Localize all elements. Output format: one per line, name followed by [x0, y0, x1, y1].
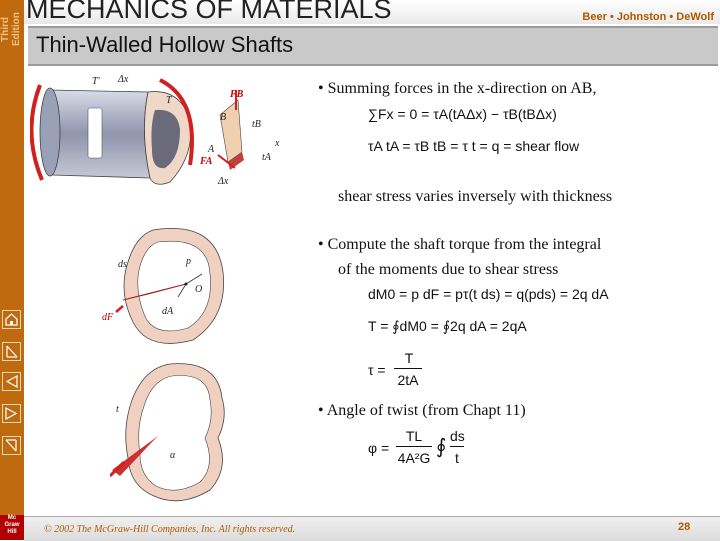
- copyright-notice: © 2002 The McGraw-Hill Companies, Inc. All rights reserved.: [44, 524, 296, 535]
- slide-title: Thin-Walled Hollow Shafts: [36, 32, 294, 57]
- bullet-angle-of-twist: • Angle of twist (from Chapt 11): [318, 402, 526, 419]
- course-title: MECHANICS OF MATERIALS: [26, 0, 392, 24]
- page-number: 28: [678, 521, 691, 533]
- home-button[interactable]: [2, 310, 21, 329]
- eq6-numerator: TL: [405, 428, 423, 444]
- eq6-lhs: φ =: [368, 440, 390, 456]
- fig1-label-tB: tB: [252, 119, 261, 130]
- edition-line1: Third: [0, 17, 11, 42]
- eq5-numerator: T: [404, 350, 414, 366]
- eq5-lhs: τ =: [368, 362, 386, 378]
- fig1-label-x: x: [275, 138, 280, 149]
- fig1-label-B: B: [220, 112, 227, 123]
- fig3-label-alpha: α: [170, 450, 176, 461]
- equation-shear-flow: τA tA = τB tB = τ t = q = shear flow: [368, 138, 580, 154]
- fig1-label-tA: tA: [262, 152, 271, 163]
- bullet-compute-torque-line2: of the moments due to shear stress: [338, 261, 559, 278]
- equation-moment: dM0 = p dF = pτ(t ds) = q(pds) = 2q dA: [368, 286, 609, 302]
- sidebar: [0, 0, 24, 540]
- eq6-denominator: 4A²G: [397, 450, 431, 466]
- fig1-label-T: T: [166, 95, 172, 106]
- fig2-label-ds: ds: [118, 259, 127, 270]
- shear-stress-statement: shear stress varies inversely with thickness: [338, 188, 613, 205]
- eq5-denominator: 2tA: [397, 372, 419, 388]
- edition-label: [0, 2, 23, 46]
- eq6-ds: ds: [450, 428, 465, 444]
- fig2-label-p: p: [186, 256, 191, 267]
- fig2-label-dA: dA: [162, 306, 174, 317]
- fig1-label-dx-top: Δx: [118, 74, 129, 85]
- previous-slide-button[interactable]: [2, 372, 21, 391]
- eq5-fraction-bar: [394, 368, 422, 369]
- fig2-label-dF: dF: [102, 312, 114, 323]
- equation-torque: T = ∮dM0 = ∮2q dA = 2qA: [368, 318, 527, 334]
- fig2-label-O: O: [195, 284, 203, 295]
- last-slide-icon: [3, 437, 20, 454]
- bullet-compute-torque-line1: • Compute the shaft torque from the integral: [318, 236, 602, 253]
- fig1-label-A: A: [208, 144, 215, 155]
- mcgraw-hill-logo: Mc Graw Hill: [0, 515, 24, 540]
- cross-section-thickness-figure: [110, 358, 250, 508]
- previous-slide-icon: [3, 373, 20, 390]
- eq6-inner-bar: [450, 446, 464, 447]
- next-slide-icon: [3, 405, 20, 422]
- next-slide-button[interactable]: [2, 404, 21, 423]
- first-slide-button[interactable]: [2, 342, 21, 361]
- first-slide-icon: [3, 343, 20, 360]
- shaft-element-figure: [30, 70, 300, 195]
- fig1-label-dx-bottom: Δx: [218, 176, 229, 187]
- fig1-label-FB: FB: [230, 89, 244, 100]
- last-slide-button[interactable]: [2, 436, 21, 455]
- edition-line2: Edition: [11, 12, 22, 46]
- fig1-label-FA: FA: [200, 156, 213, 167]
- authors: Beer • Johnston • DeWolf: [582, 11, 714, 23]
- fig3-label-t: t: [116, 404, 119, 415]
- fig1-label-Tprime: T': [92, 76, 100, 87]
- bullet-summing-forces: • Summing forces in the x-direction on AB,: [318, 80, 597, 97]
- eq6-contour-integral: ∮: [436, 436, 447, 458]
- cross-section-moment-figure: [98, 222, 248, 350]
- home-icon: [3, 311, 20, 328]
- equation-force-balance: ∑Fx = 0 = τA(tAΔx) − τB(tBΔx): [368, 106, 557, 122]
- eq6-t: t: [455, 450, 459, 466]
- eq6-fraction-bar: [396, 446, 432, 447]
